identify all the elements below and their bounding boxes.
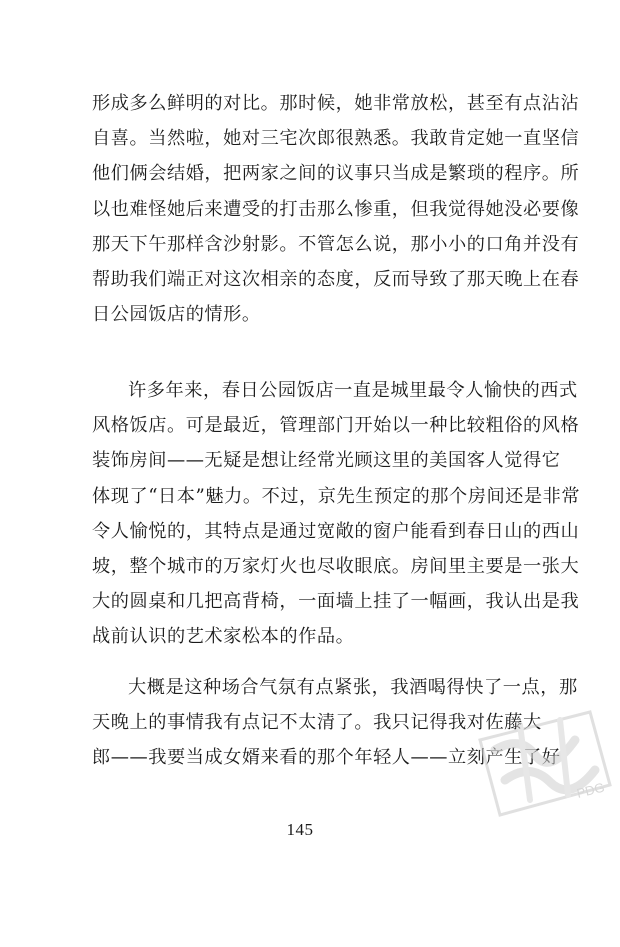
text-line: 大概是这种场合气氛有点紧张，我酒喝得快了一点，那 <box>128 677 578 698</box>
text-line: 以也难怪她后来遭受的打击那么惨重，但我觉得她没必要像 <box>92 198 580 220</box>
paragraph-3 <box>92 670 578 776</box>
paragraph-2 <box>92 373 581 655</box>
text-line: 战前认识的艺术家松本的作品。 <box>92 626 355 648</box>
text-line: 许多年来，春日公园饭店一直是城里最令人愉快的西式 <box>128 380 578 401</box>
text-line: 坡，整个城市的万家灯火也尽收眼底。房间里主要是一张大 <box>92 555 580 577</box>
text-line: 自喜。当然啦，她对三宅次郎很熟悉。我敢肯定她一直坚信 <box>92 128 580 150</box>
text-line: 郎——我要当成女婿来看的那个年轻人——立刻产生了好 <box>92 747 561 769</box>
text-line: 他们俩会结婚，把两家之间的议事只当成是繁琐的程序。所 <box>92 163 580 185</box>
page-number: 145 <box>286 820 314 839</box>
text-line: 大的圆桌和几把高背椅，一面墙上挂了一幅画，我认出是我 <box>92 591 580 613</box>
watermark-text: PDG <box>575 779 607 801</box>
text-line: 令人愉悦的，其特点是通过宽敞的窗户能看到春日山的西山 <box>92 520 580 542</box>
text-line: 那天下午那样含沙射影。不管怎么说，那小小的口角并没有 <box>92 233 580 255</box>
text-line: 形成多么鲜明的对比。那时候，她非常放松，甚至有点沾沾 <box>92 93 580 114</box>
text-line: 风格饭店。可是最近，管理部门开始以一种比较粗俗的风格 <box>92 415 580 437</box>
text-line: 天晚上的事情我有点记不太清了。我只记得我对佐藤大 <box>92 712 542 734</box>
paragraph-1 <box>92 86 580 332</box>
text-line: 日公园饭店的情形。 <box>92 304 261 326</box>
library-stamp-watermark-icon <box>460 700 620 840</box>
text-line: 体现了“日本”魅力。不过，京先生预定的那个房间还是非常 <box>92 485 581 507</box>
text-line: 装饰房间——无疑是想让经常光顾这里的美国客人觉得它 <box>92 450 561 472</box>
text-line: 帮助我们端正对这次相亲的态度，反而导致了那天晚上在春 <box>92 268 580 290</box>
